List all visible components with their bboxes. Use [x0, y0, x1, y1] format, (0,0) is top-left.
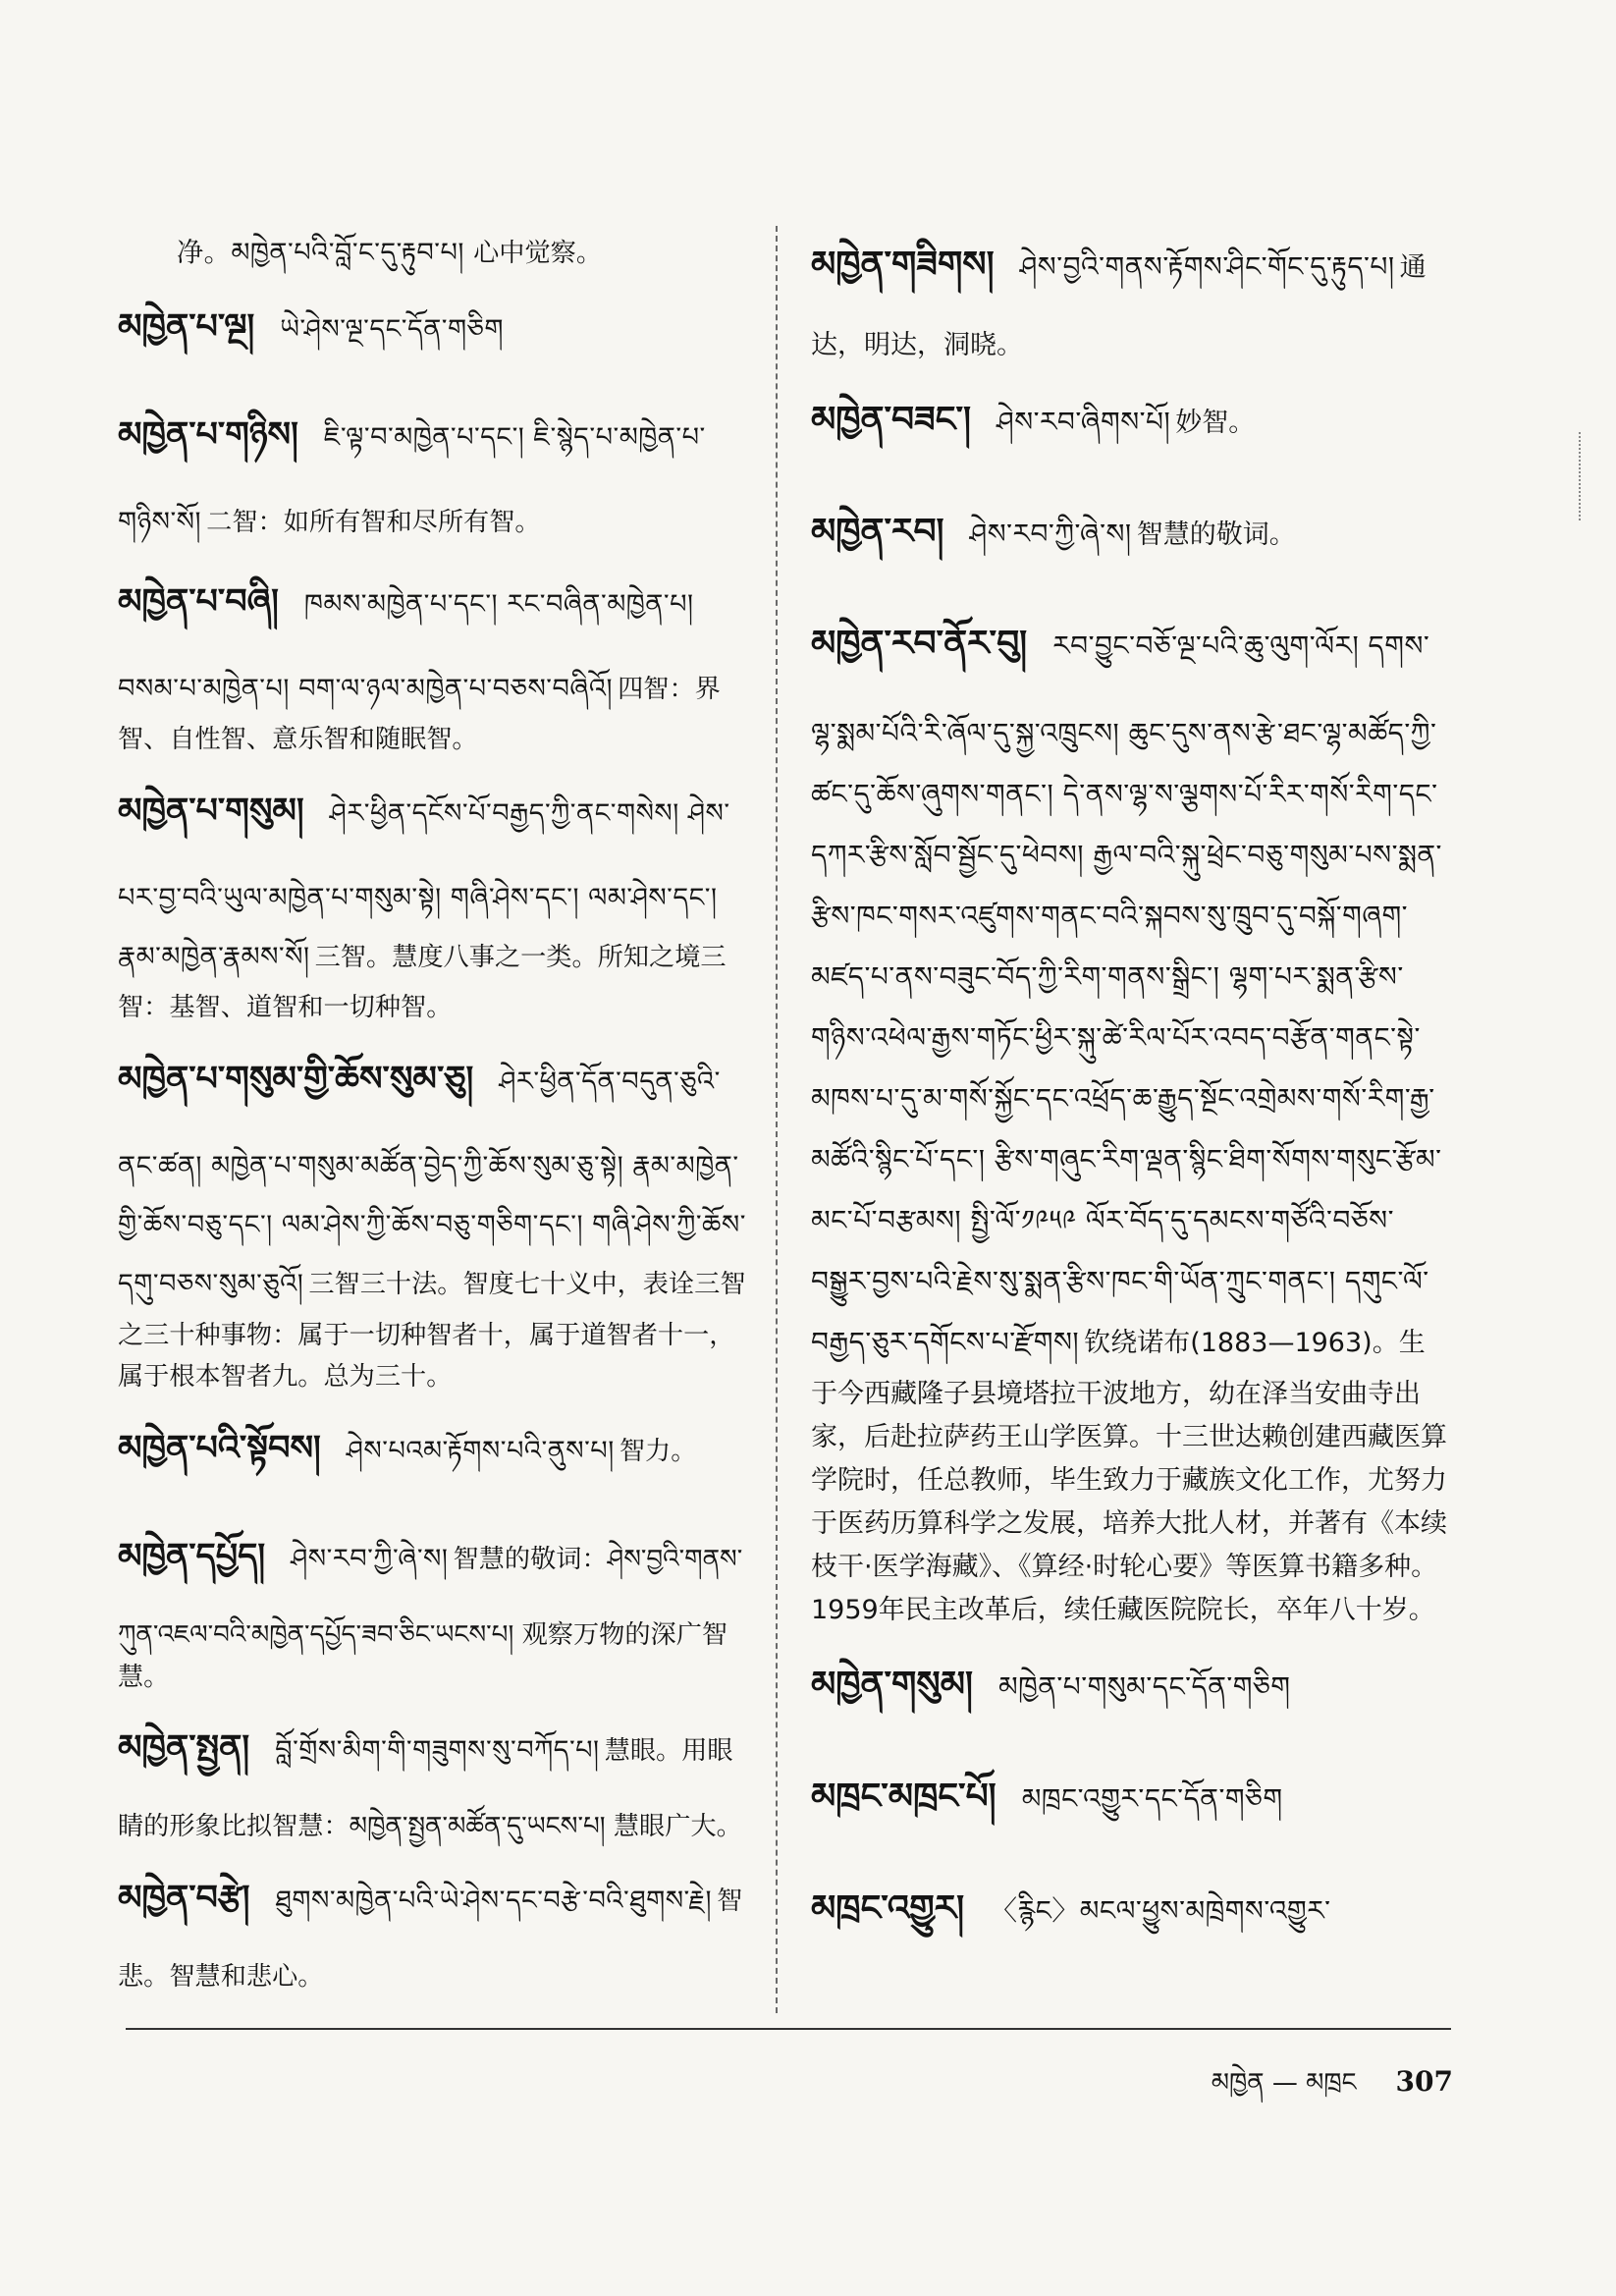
tibetan-definition: ཤེས་རབ་ཀྱི་ཞེ་ས། [969, 518, 1132, 550]
chinese-definition: 四智：界智、自性智、意乐智和随眠智。 [118, 675, 721, 755]
headword: མཁྱེན་པ་གཉིས། [118, 415, 298, 456]
tibetan-definition: བློ་གྲོས་མིག་གི་གཟུགས་སུ་བཀོད་པ། [275, 1735, 600, 1767]
headword: མཁྱེན་དཔྱོད། [118, 1536, 266, 1576]
headword: མཁྲང་མཁྲང་པོ། [811, 1777, 997, 1817]
chinese-definition: 智慧的敬词：ཤེས་བྱའི་གནས་ཀུན་འཇལ་བའི་མཁྱེན་དཔྱོད་ཟབ་ཅིང་ཡངས་པ། 观察万物的深广智慧。 [118, 1544, 743, 1692]
headword: མཁྱེན་རབ་ནོར་བུ། [811, 624, 1028, 664]
page-footer [1139, 2054, 1453, 2126]
tibetan-definition: 净。མཁྱེན་པའི་བློ་ང་དུ་རྟུབ་པ། [177, 238, 474, 268]
tibetan-definition: ཤེས་བྱའི་གནས་རྟོགས་ཤིང་གོང་དུ་རྟུད་པ། [1019, 250, 1395, 283]
column-divider [776, 226, 778, 2013]
chinese-definition: 妙智。 [1175, 408, 1256, 438]
tibetan-definition: ཤེར་ཕྱིན་དོན་བདུན་ཅུའི་ནང་ཚན། མཁྱེན་པ་གསུམ་མཚོན་བྱེད་ཀྱི་ཆོས་སུམ་ཅུ་སྟེ། རྣམ་མཁྱེན་གྱི་ཆོས་བཅུ་དང་། ལམ་ཤེས་ཀྱི་ཆོས་བཅུ་གཅིག་དང་། གཞི་ཤེས་ཀྱི་ཆོས་དགུ་བཅས་སུམ་ཅུའོ། [118, 1066, 746, 1300]
chinese-definition: 心中觉察。 [473, 239, 603, 268]
headword: མཁྱེན་རབ། [811, 512, 944, 552]
dictionary-entry [811, 1756, 1449, 1856]
dictionary-entry [811, 491, 1449, 591]
footer-rule [126, 2028, 1451, 2030]
chinese-definition: 钦绕诺布(1883—1963)。生于今西藏隆子县境塔拉干波地方，幼在泽当安曲寺出家，后赴拉萨药王山学医算。十三世达赖创建西藏医算学院时，任总教师，毕生致力于藏族文化工作，尤努力于医药历算科学之发展，培养大批人材，并著有《本续枝干·医学海藏》、《算经·时轮心要》等医算书籍多种。1959年民主改革后，续任藏医院院长，卒年八十岁。 [811, 1328, 1447, 1625]
tibetan-definition: ཤེས་རབ་ཀྱི་ཞེ་ས། [291, 1543, 449, 1574]
tibetan-definition: ཤེས་རབ་ཞིགས་པོ། [997, 406, 1171, 438]
running-head: མཁྱེན — མཁྲང [1211, 2068, 1357, 2098]
headword: མཁྱེན་པ་གསུམ་གྱི་ཆོས་སུམ་ཅུ། [118, 1060, 474, 1100]
tibetan-definition: ཇི་ལྟ་བ་མཁྱེན་པ་དང་། ཇི་སྙེད་པ་མཁྱེན་པ་གཉིས་སོ། [118, 422, 706, 538]
dictionary-entry [811, 1644, 1449, 1744]
headword: མཁྱེན་གསུམ། [811, 1665, 973, 1705]
tibetan-definition: རབ་བྱུང་བཅོ་ལྔ་པའི་ཆུ་ལུག་ལོར། དགས་ལྷ་སྨམ་པོའི་རི་ཞོལ་དུ་སྐྱ་འཁྲུངས། ཆུང་དུས་ནས་རྩེ་ཐང་ལྷ་མཚོད་ཀྱི་ཚང་དུ་ཆོས་ཞུགས་གནང་། དེ་ནས་ལྷ་ས་ལྕགས་པོ་རིར་གསོ་རིག་དང་དཀར་རྩིས་སློབ་སྦྱོང་དུ་ཕེབས། རྒྱལ་བའི་སྐུ་ཕྲེང་བཅུ་གསུམ་པས་སྨན་རྩིས་ཁང་གསར་འཛུགས་གནང་བའི་སྐབས་སུ་ཁྲུབ་དུ་བསྐོ་གཞག་མཛད་པ་ནས་བཟུང་བོད་ཀྱི་རིག་གནས་སྒྲིང་། ལྷག་པར་སྨན་རྩིས་གཉིས་འཕེལ་རྒྱས་གཏོང་ཕྱིར་སྐུ་ཚེ་རིལ་པོར་འབད་བརྩོན་གནང་སྟེ་མཁས་པ་དུ་མ་གསོ་སྐྱོང་དང་འཕྲོད་ཆ་རྒྱུད་སྔོང་འགྲེམས་གསོ་རིག་རྒྱ་མཚོའི་སྙིང་པོ་དང་། རྩིས་གཞུང་རིག་ལྡན་སྙིང་ཐིག་སོགས་གསུང་རྩོམ་མང་པོ་བརྩམས། སྤྱི་ལོ་༡༩༥༩ ལོར་བོད་དུ་དམངས་གཙོའི་བཅོས་བསྒྱུར་བྱས་པའི་རྗེས་སུ་སྨན་རྩིས་ཁང་གི་ཡོན་ཀྲུང་གནང་། དགུང་ལོ་བརྒྱད་ཅུར་དགོངས་པ་རྫོགས། [811, 629, 1442, 1358]
dictionary-entry [118, 1860, 746, 1998]
entry-continuation [118, 224, 746, 283]
chinese-definition: 智力。 [619, 1436, 697, 1466]
chinese-definition: 智慧的敬词。 [1136, 519, 1296, 550]
headword: མཁྲང་འགྱུར། [811, 1888, 965, 1929]
tibetan-definition: ཐུགས་མཁྱེན་པའི་ཡེ་ཤེས་དང་བརྩེ་བའི་ཐུགས་རྗེ། [275, 1885, 712, 1916]
tibetan-definition: ཤེར་ཕྱིན་དངོས་པོ་བརྒྱད་ཀྱི་ནང་གསེས། ཤེས་པར་བྱ་བའི་ཡུལ་མཁྱེན་པ་གསུམ་སྟེ། གཞི་ཤེས་དང་། ལམ་ཤེས་དང་། རྣམ་མཁྱེན་རྣམས་སོ། [118, 798, 730, 973]
headword: མཁྱེན་གཟིགས། [811, 245, 995, 285]
dictionary-entry [811, 379, 1449, 479]
dictionary-entry [811, 224, 1449, 367]
tibetan-definition: 〈རྙིང〉མངལ་ཕྱུས་མཁྲེགས་འགྱུར་ [990, 1894, 1331, 1927]
dictionary-entry [118, 564, 746, 761]
dictionary-entry [118, 1710, 746, 1848]
headword: མཁྱེན་བཟང་། [811, 400, 972, 440]
dictionary-entry [118, 289, 746, 385]
dictionary-entry [118, 1518, 746, 1698]
headword: མཁྱེན་སྤྱན། [118, 1728, 250, 1769]
dictionary-entry [118, 773, 746, 1029]
dictionary-entry [118, 1410, 746, 1506]
tibetan-definition: ཁམས་མཁྱེན་པ་དང་། རང་བཞིན་མཁྱེན་པ། བསམ་པ་མཁྱེན་པ། བག་ལ་ཉལ་མཁྱེན་པ་བཅས་བཞིའོ། [118, 589, 694, 705]
tibetan-definition: ཡེ་ཤེས་ལྔ་དང་དོན་གཅིག [280, 314, 505, 346]
headword: མཁྱེན་པ་བཞི། [118, 582, 279, 623]
headword: མཁྱེན་པ་ལྔ། [118, 307, 255, 348]
headword: མཁྱེན་པའི་སྟོབས། [118, 1428, 321, 1468]
tibetan-definition: ཤེས་པའམ་རྟོགས་པའི་ནུས་པ། [346, 1435, 615, 1466]
right-column [811, 224, 1449, 1980]
dictionary-entry [118, 397, 746, 552]
chinese-definition: 三智。慧度八事之一类。所知之境三智：基智、道智和一切种智。 [118, 943, 727, 1023]
chinese-definition: 智悲。智慧和悲心。 [118, 1886, 743, 1992]
chinese-definition: 二智：如所有智和尽所有智。 [206, 508, 541, 538]
left-column [118, 224, 746, 2010]
tibetan-definition: མཁྱེན་པ་གསུམ་དང་དོན་གཅིག [997, 1670, 1291, 1703]
headword: མཁྱེན་བརྩེ། [118, 1878, 250, 1918]
chinese-definition: 慧眼。用眼睛的形象比拟智慧：མཁྱེན་སྤྱན་མཚོན་དུ་ཡངས་པ། 慧眼广大。 [118, 1736, 742, 1842]
dictionary-entry [811, 1868, 1449, 1968]
dictionary-entry [811, 603, 1449, 1632]
margin-marks [1579, 432, 1589, 520]
chinese-definition: 通达，明达，洞晓。 [811, 252, 1427, 360]
dictionary-entry [118, 1041, 746, 1398]
tibetan-definition: མཁྲང་འགྱུར་དང་དོན་གཅིག [1021, 1782, 1283, 1815]
headword: མཁྱེན་པ་གསུམ། [118, 792, 304, 832]
chinese-definition: 三智三十法。智度七十义中，表诠三智之三十种事物：属于一切种智者十，属于道智者十一，属于根本智者九。总为三十。 [118, 1270, 746, 1393]
page-number: 307 [1395, 2065, 1453, 2098]
